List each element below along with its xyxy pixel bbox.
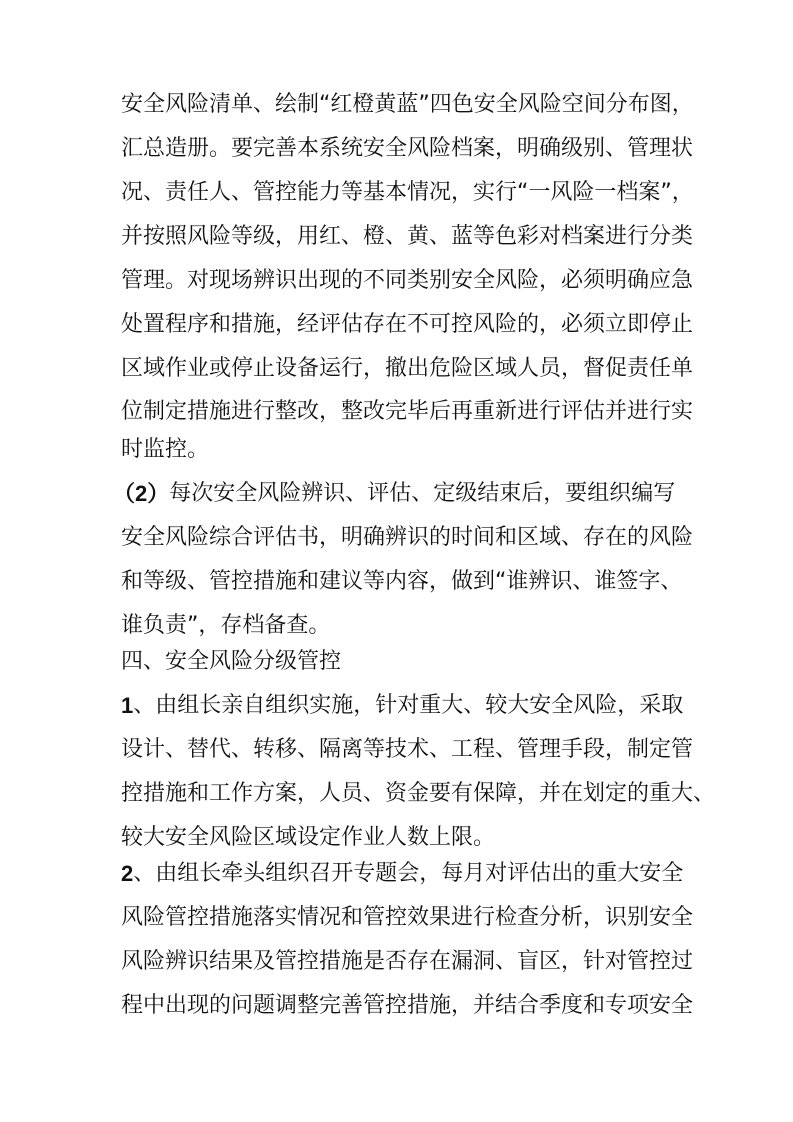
text-line: 安全风险综合评估书，明确辨识的时间和区域、存在的风险 xyxy=(121,525,694,550)
text-line: 每次安全风险辨识、评估、定级结束后，要组织编写 xyxy=(169,481,676,506)
item-2-first-line xyxy=(121,860,684,888)
text-line: 风险辨识结果及管控措施是否存在漏洞、盲区，针对管控过 xyxy=(121,949,694,974)
text-line: 汇总造册。要完善本系统安全风险档案，明确级别、管理状 xyxy=(121,136,694,161)
paragraph-number: （2） xyxy=(113,481,170,506)
text-line: 况、责任人、管控能力等基本情况，实行“一风险一档案”， xyxy=(121,180,694,205)
text-line: 、由组长牵头组织召开专题会，每月对评估出的重大安全 xyxy=(133,861,684,886)
text-line: 时监控。 xyxy=(121,437,210,462)
text-line: 位制定措施进行整改，整改完毕后再重新进行评估并进行实 xyxy=(121,399,694,424)
text-line: 谁负责”，存档备查。 xyxy=(121,613,331,638)
text-line: 区域作业或停止设备运行，撤出危险区域人员，督促责任单 xyxy=(121,356,694,381)
text-line: 风险管控措施落实情况和管控效果进行检查分析，识别安全 xyxy=(121,905,694,930)
text-line: 、由组长亲自组织实施，针对重大、较大安全风险，采取 xyxy=(133,693,684,718)
text-line: 程中出现的问题调整完善管控措施，并结合季度和专项安全 xyxy=(121,993,694,1018)
item-1-first-line xyxy=(121,692,684,720)
text-line: 安全风险清单、绘制“红橙黄蓝”四色安全风险空间分布图， xyxy=(121,92,694,117)
text-line: 处置程序和措施，经评估存在不可控风险的，必须立即停止 xyxy=(121,312,694,337)
text-line: 和等级、管控措施和建议等内容，做到“谁辨识、谁签字、 xyxy=(121,569,683,594)
section-heading: 四、安全风险分级管控 xyxy=(121,649,342,674)
item-number: 1 xyxy=(121,693,134,718)
paragraph-2-first-line xyxy=(113,480,676,508)
item-number: 2 xyxy=(121,861,134,886)
text-line: 管理。对现场辨识出现的不同类别安全风险，必须明确应急 xyxy=(121,268,694,293)
text-line: 设计、替代、转移、隔离等技术、工程、管理手段，制定管 xyxy=(121,737,694,762)
text-line: 控措施和工作方案，人员、资金要有保障，并在划定的重大、 xyxy=(121,781,716,806)
text-line: 并按照风险等级，用红、橙、黄、蓝等色彩对档案进行分类 xyxy=(121,224,694,249)
text-line: 较大安全风险区域设定作业人数上限。 xyxy=(121,825,496,850)
